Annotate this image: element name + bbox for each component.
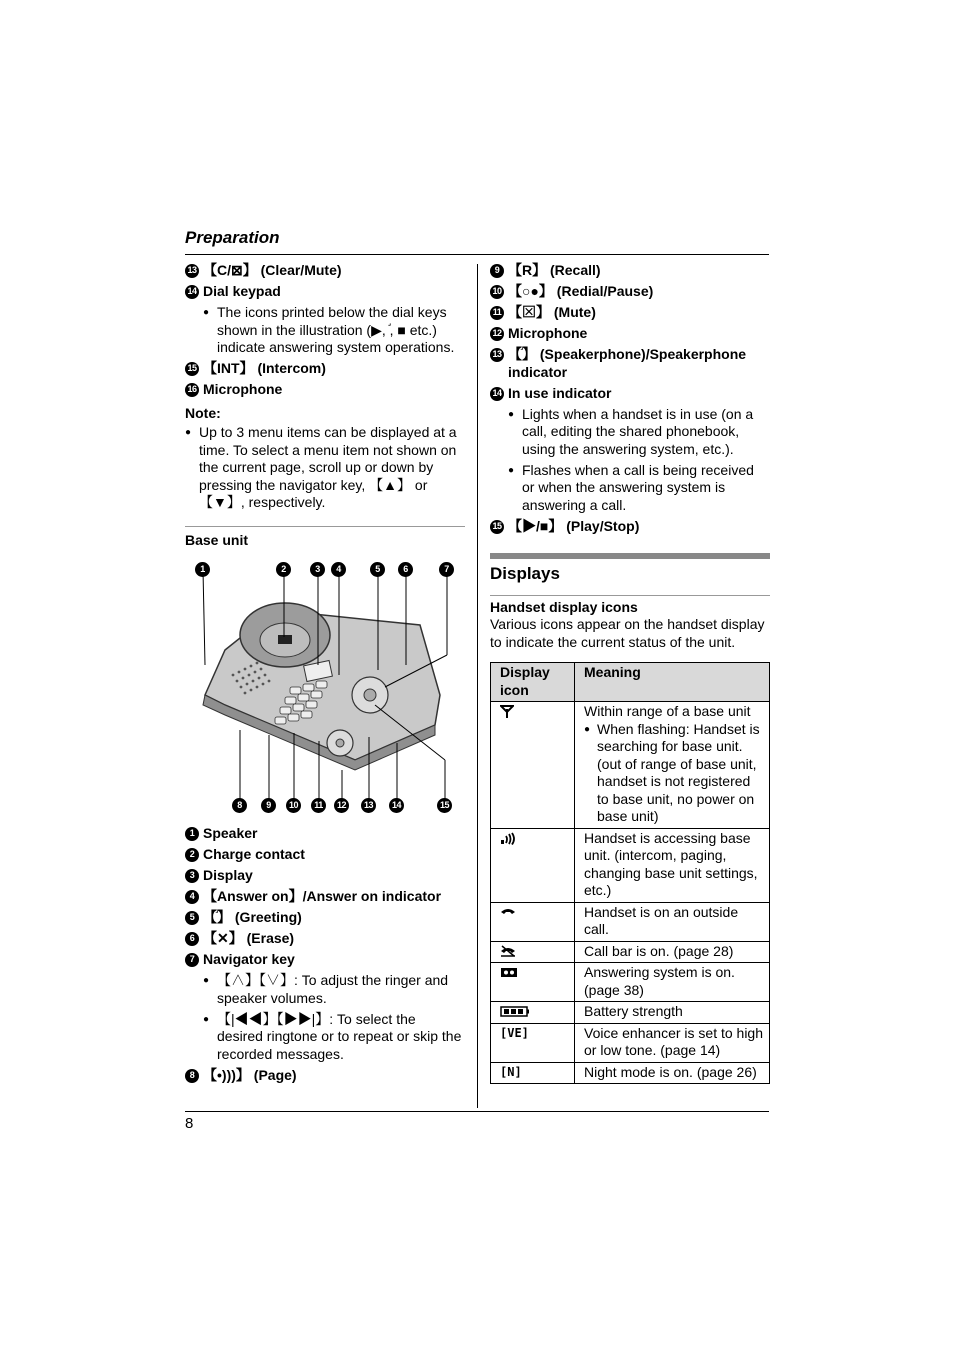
night-mode-icon: [N] <box>491 1062 575 1084</box>
callout-12: 12 <box>334 798 349 813</box>
callout-number: 1 <box>185 827 199 841</box>
column-header: Display icon <box>491 663 575 702</box>
table-row <box>491 1023 770 1062</box>
item-label: 【○●】 (Redial/Pause) <box>508 283 654 299</box>
list-item <box>490 262 770 280</box>
callout-10: 10 <box>286 798 301 813</box>
list-item <box>490 304 770 322</box>
callout-number: 13 <box>185 264 199 278</box>
table-row <box>491 941 770 963</box>
callout-number: 8 <box>185 1069 199 1083</box>
item-label: 【֬】 (Greeting) <box>203 909 302 925</box>
callout-number: 4 <box>185 890 199 904</box>
antenna-icon <box>500 705 514 718</box>
list-item <box>185 1067 465 1085</box>
list-item <box>490 283 770 301</box>
callout-9: 9 <box>261 798 276 813</box>
meaning-cell: Answering system is on. (page 38) <box>575 963 770 1002</box>
item-label: In use indicator <box>508 384 612 401</box>
handset-icons-heading: Handset display icons <box>490 598 638 615</box>
list-item <box>185 360 465 378</box>
callout-number: 12 <box>490 327 504 341</box>
callout-number: 2 <box>185 848 199 862</box>
callout-13: 13 <box>361 798 376 813</box>
item-label: Navigator key <box>203 951 295 967</box>
item-label: 【INT】 (Intercom) <box>203 360 326 376</box>
handset-icons-intro: Various icons appear on the handset display to indicate the current status of the unit. <box>490 616 765 650</box>
callout-11: 11 <box>311 798 326 813</box>
callout-number: 15 <box>490 520 504 534</box>
icon-cell <box>491 941 575 963</box>
list-item <box>185 825 465 843</box>
callout-number: 14 <box>490 387 504 401</box>
callout-2: 2 <box>276 562 291 577</box>
item-label: Speaker <box>203 825 258 841</box>
page-header <box>185 228 769 255</box>
callout-1: 1 <box>195 562 210 577</box>
battery-icon <box>500 1006 530 1017</box>
in-use-note: ● Flashes when a call is being received or when the answering system is answering a call. <box>508 462 770 515</box>
table-row <box>491 828 770 902</box>
page-number: 8 <box>185 1115 194 1132</box>
meaning-cell <box>575 702 770 829</box>
subsection-divider <box>490 595 770 596</box>
item-label: 【֬】 (Speakerphone)/Speakerphone indicator <box>508 346 747 380</box>
callout-number: 9 <box>490 264 504 278</box>
list-item <box>185 262 465 280</box>
item-label: 【✕】 (Erase) <box>203 930 295 946</box>
item-label: 【⊠】 (Mute) <box>508 304 596 320</box>
callout-number: 14 <box>185 285 199 299</box>
note-text: ● Up to 3 menu items can be displayed at a time. To select a menu item not shown on the current page, scroll up or down by pressing the navigator key, 【▲】 or 【▼】, respectively. <box>185 424 465 512</box>
table-header-row <box>491 663 770 702</box>
list-item <box>185 867 465 885</box>
list-item <box>185 930 465 948</box>
list-item <box>490 518 770 536</box>
table-row <box>491 1002 770 1024</box>
display-icons-table <box>490 662 770 1084</box>
callout-5: 5 <box>370 562 385 577</box>
list-item <box>490 325 770 343</box>
meaning-cell: Voice enhancer is set to high or low tone. (page 14) <box>575 1023 770 1062</box>
callout-6: 6 <box>398 562 413 577</box>
base-unit-illustration <box>185 555 465 825</box>
meaning-cell: Call bar is on. (page 28) <box>575 941 770 963</box>
meaning-note: ● When flashing: Handset is searching for base unit. (out of range of base unit, handset is not registered to base unit, no power on base unit) <box>584 721 763 826</box>
signal-waves-icon <box>500 832 516 845</box>
list-item <box>185 381 465 399</box>
column-divider <box>477 264 478 1108</box>
callout-3: 3 <box>310 562 325 577</box>
icon-cell <box>491 702 575 829</box>
list-item <box>185 888 465 906</box>
answering-system-icon <box>500 967 518 978</box>
icon-cell <box>491 963 575 1002</box>
table-row <box>491 902 770 941</box>
item-label: 【R】 (Recall) <box>508 262 601 278</box>
item-label: Microphone <box>203 381 283 397</box>
callout-7: 7 <box>439 562 454 577</box>
callout-15: 15 <box>437 798 452 813</box>
voice-enhancer-icon: [VE] <box>491 1023 575 1062</box>
right-column <box>490 262 770 1084</box>
meaning-cell: Handset is accessing base unit. (intercom, paging, changing base unit settings, etc.) <box>575 828 770 902</box>
callout-number: 6 <box>185 932 199 946</box>
item-label: 【Answer on】/Answer on indicator <box>203 888 442 904</box>
callout-number: 5 <box>185 911 199 925</box>
section-title: Preparation <box>185 228 280 247</box>
meaning-text: Within range of a base unit <box>584 703 751 719</box>
phone-handset-icon <box>500 907 516 917</box>
callout-number: 10 <box>490 285 504 299</box>
meaning-cell: Battery strength <box>575 1002 770 1024</box>
base-unit-heading: Base unit <box>185 531 249 548</box>
list-item <box>185 283 465 301</box>
list-item <box>185 909 465 927</box>
callout-number: 13 <box>490 348 504 362</box>
navigator-note: ● 【∧】【∨】: To adjust the ringer and speaker volumes. <box>203 972 465 1007</box>
table-row <box>491 963 770 1002</box>
meaning-cell: Handset is on an outside call. <box>575 902 770 941</box>
column-header: Meaning <box>575 663 770 702</box>
table-row <box>491 702 770 829</box>
item-label: Microphone <box>508 325 588 341</box>
table-row <box>491 1062 770 1084</box>
callout-number: 11 <box>490 306 504 320</box>
icon-cell <box>491 828 575 902</box>
list-item <box>490 346 770 381</box>
displays-title: Displays <box>490 564 560 583</box>
note-heading: Note: <box>185 404 221 421</box>
callout-number: 3 <box>185 869 199 883</box>
meaning-cell: Night mode is on. (page 26) <box>575 1062 770 1084</box>
callout-number: 15 <box>185 362 199 376</box>
left-column <box>185 262 465 1088</box>
base-unit-drawing <box>185 555 465 825</box>
callout-4: 4 <box>331 562 346 577</box>
icon-cell <box>491 1002 575 1024</box>
icon-cell <box>491 902 575 941</box>
navigator-note: ● 【|◀◀】【▶▶|】: To select the desired ringtone or to repeat or skip the recorded messages. <box>203 1011 465 1064</box>
section-divider <box>185 526 465 527</box>
item-label: Charge contact <box>203 846 305 862</box>
list-item <box>185 951 465 969</box>
item-label: 【•)))】 (Page) <box>203 1066 297 1083</box>
call-bar-icon <box>500 945 516 957</box>
list-item <box>490 385 770 403</box>
list-item <box>185 846 465 864</box>
section-bar <box>490 553 770 559</box>
dial-keypad-note: ● The icons printed below the dial keys shown in the illustration (▶, ֬, ■ etc.) indicate answering system operations. <box>203 304 465 357</box>
callout-8: 8 <box>232 798 247 813</box>
in-use-note: ● Lights when a handset is in use (on a call, editing the shared phonebook, using the answering system, etc.). <box>508 406 770 459</box>
callout-14: 14 <box>389 798 404 813</box>
item-label: Dial keypad <box>203 283 281 299</box>
item-label: Display <box>203 867 253 883</box>
item-label: 【C/⊠】 (Clear/Mute) <box>203 262 342 278</box>
callout-number: 7 <box>185 953 199 967</box>
page-footer <box>185 1111 769 1132</box>
item-label: 【▶/■】 (Play/Stop) <box>508 517 640 534</box>
callout-number: 16 <box>185 383 199 397</box>
